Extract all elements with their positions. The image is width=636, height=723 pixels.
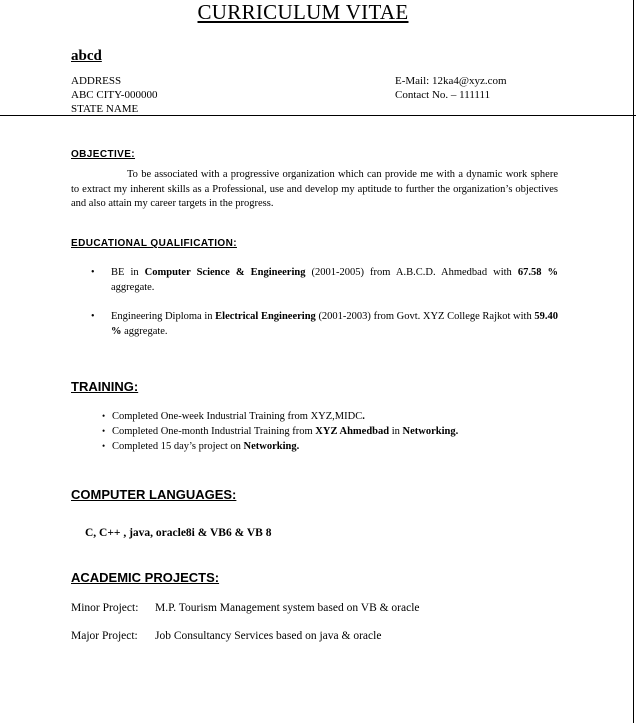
bullet-icon: • — [91, 267, 95, 278]
candidate-name: abcd — [71, 48, 102, 64]
bullet-icon: • — [102, 411, 106, 421]
education-item — [71, 265, 558, 295]
project-row-minor — [71, 602, 420, 614]
objective-text: To be associated with a progressive organization which can provide me with a dynamic work sphere to extract my inherent skills as a Professional, use and develop my aptitude to further the organization’s objectives and also attain my career targets in the progress. — [71, 169, 558, 209]
education-item-text: (2001-2003) from Govt. XYZ College Rajkot with — [315, 311, 535, 322]
training-item-text: Completed 15 day’s project on — [112, 441, 244, 452]
address-line-1: ADDRESS — [71, 75, 122, 87]
education-item-text: aggregate. — [111, 282, 155, 293]
training-item — [100, 409, 458, 424]
training-list — [100, 409, 458, 454]
languages-heading: COMPUTER LANGUAGES: — [71, 487, 237, 502]
education-item — [71, 309, 558, 339]
education-item-text: BE in — [111, 267, 145, 278]
project-label: Major Project: — [71, 630, 138, 642]
project-text: M.P. Tourism Management system based on VB & oracle — [155, 602, 420, 614]
email-text: E-Mail: 12ka4@xyz.com — [395, 75, 507, 87]
languages-text: C, C++ , java, oracle8i & VB6 & VB 8 — [85, 527, 272, 539]
bullet-icon: • — [91, 311, 95, 322]
address-line-3: STATE NAME — [71, 103, 139, 115]
project-row-major — [71, 630, 381, 642]
project-text: Job Consultancy Services based on java & oracle — [155, 630, 382, 642]
objective-heading: OBJECTIVE: — [71, 149, 136, 160]
education-item-field: Electrical Engineering — [215, 311, 316, 322]
education-list — [71, 265, 558, 353]
education-item-text: aggregate. — [121, 326, 168, 337]
education-heading: EDUCATIONAL QUALIFICATION: — [71, 238, 237, 249]
header-divider — [0, 115, 636, 116]
training-item-text: Completed One-month Industrial Training from — [112, 426, 316, 437]
education-item-field: Computer Science & Engineering — [144, 267, 306, 278]
training-item-text: in — [389, 426, 403, 437]
training-item — [100, 424, 458, 439]
training-heading: TRAINING: — [71, 379, 139, 394]
project-label: Minor Project: — [71, 602, 139, 614]
training-item-bold: Networking. — [402, 426, 459, 437]
training-item-text: Completed One-week Industrial Training from XYZ,MIDC — [112, 411, 363, 422]
projects-heading: ACADEMIC PROJECTS: — [71, 570, 220, 585]
training-item — [100, 439, 458, 454]
education-item-text: (2001-2005) from A.B.C.D. Ahmedbad with — [305, 267, 518, 278]
phone-text: Contact No. – 111111 — [395, 89, 491, 101]
bullet-icon: • — [102, 426, 106, 436]
document-title: CURRICULUM VITAE — [197, 0, 409, 24]
training-item-bold: Networking. — [243, 441, 300, 452]
training-item-bold: XYZ Ahmedbad — [315, 426, 390, 437]
bullet-icon: • — [102, 441, 106, 451]
training-item-bold: . — [362, 411, 365, 422]
page-edge-line — [633, 0, 634, 723]
education-item-score: 59.40 % — [111, 311, 558, 337]
education-item-score: 67.58 % — [517, 267, 558, 278]
education-item-text: Engineering Diploma in — [111, 311, 216, 322]
address-line-2: ABC CITY-000000 — [71, 89, 158, 101]
